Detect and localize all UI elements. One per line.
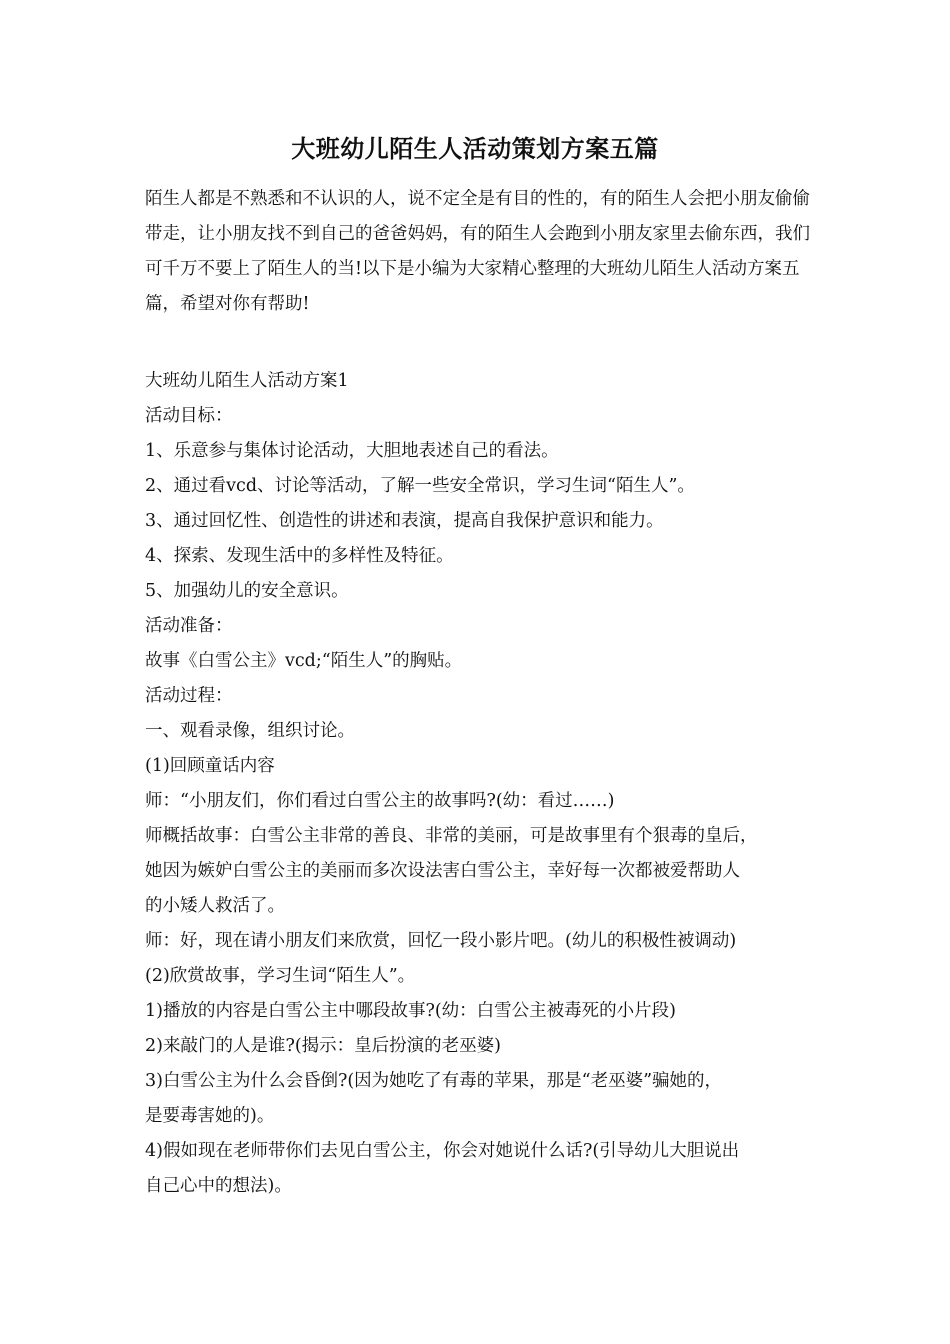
intro-paragraph: 陌生人都是不熟悉和不认识的人，说不定全是有目的性的，有的陌生人会把小朋友偷偷带走，让小朋友找不到自己的爸爸妈妈，有的陌生人会跑到小朋友家里去偷东西，我们可千万不要上了陌生人的当!以下是小编为大家精心整理的大班幼儿陌生人活动方案五篇，希望对你有帮助! [145,189,810,314]
goal-item: 4、探索、发现生活中的多样性及特征。 [145,546,454,566]
text-line: 2)来敲门的人是谁?(揭示：皇后扮演的老巫婆) [145,1036,501,1056]
prep-item: 故事《白雪公主》vcd;“陌生人”的胸贴。 [145,651,463,671]
text-line: 自己心中的想法)。 [145,1176,292,1196]
process-step: (1)回顾童话内容 [145,756,275,776]
text-line: 师：好，现在请小朋友们来欣赏，回忆一段小影片吧。(幼儿的积极性被调动) [145,931,737,951]
text-line: 师概括故事：白雪公主非常的善良、非常的美丽，可是故事里有个狠毒的皇后， [145,826,758,846]
document-body [145,364,815,1204]
subsection-goals-label: 活动目标： [145,406,233,426]
subsection-process-label: 活动过程： [145,686,233,706]
text-line: 的小矮人救活了。 [145,896,285,916]
document-title: 大班幼儿陌生人活动策划方案五篇 [291,134,659,163]
process-step: (2)欣赏故事，学习生词“陌生人”。 [145,966,416,986]
subsection-prep-label: 活动准备： [145,616,233,636]
goal-item: 1、乐意参与集体讨论活动，大胆地表述自己的看法。 [145,441,559,461]
section-heading: 大班幼儿陌生人活动方案1 [145,371,349,391]
text-line: 3)白雪公主为什么会昏倒?(因为她吃了有毒的苹果，那是“老巫婆”骗她的， [145,1071,723,1091]
text-line: 4)假如现在老师带你们去见白雪公主，你会对她说什么话?(引导幼儿大胆说出 [145,1141,740,1161]
text-line: 是要毒害她的)。 [145,1106,275,1126]
text-line: 她因为嫉妒白雪公主的美丽而多次设法害白雪公主，幸好每一次都被爱帮助人 [145,861,740,881]
goal-item: 5、加强幼儿的安全意识。 [145,581,349,601]
goal-item: 2、通过看vcd、讨论等活动，了解一些安全常识，学习生词“陌生人”。 [145,476,695,496]
process-step: 一、观看录像，组织讨论。 [145,721,355,741]
goal-item: 3、通过回忆性、创造性的讲述和表演，提高自我保护意识和能力。 [145,511,664,531]
text-line: 师：“小朋友们，你们看过白雪公主的故事吗?(幼：看过……) [145,791,615,811]
text-line: 1)播放的内容是白雪公主中哪段故事?(幼：白雪公主被毒死的小片段) [145,1001,676,1021]
